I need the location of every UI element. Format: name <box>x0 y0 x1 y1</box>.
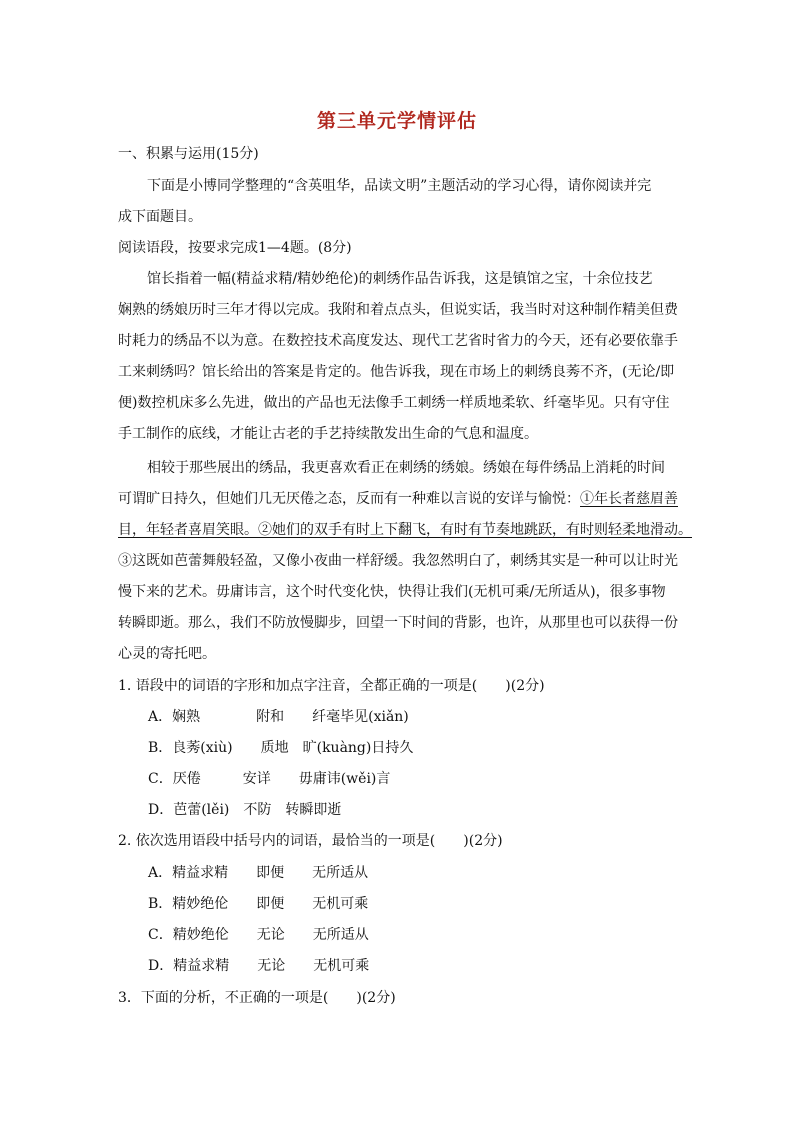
question-2-option-c: C．精妙绝伦 无论 无所适从 <box>148 927 369 943</box>
para1-line-6: 手工制作的底线，才能让古老的手艺持续散发出生命的气息和温度。 <box>118 426 538 442</box>
para2-line-2-text: 可谓旷日持久，但她们几无厌倦之态，反而有一种难以言说的安详与愉悦： <box>118 491 580 507</box>
reading-instruction: 阅读语段，按要求完成1—4题。(8分) <box>118 240 352 256</box>
para1-line-3: 时耗力的绣品不以为意。在数控技术高度发达、现代工艺省时省力的今天，还有必要依靠手 <box>118 333 678 349</box>
para1-line-1: 馆长指着一幅(精益求精/精妙绝伦)的刺绣作品告诉我，这是镇馆之宝，十余位技艺 <box>147 271 653 287</box>
para2-line-7: 心灵的寄托吧。 <box>118 646 216 662</box>
question-2-option-d: D．精益求精 无论 无机可乘 <box>148 958 370 974</box>
section-heading: 一、积累与运用(15分) <box>118 146 259 162</box>
underlined-sentence-1-start: ①年长者慈眉善 <box>580 491 678 507</box>
question-1-option-c: C．厌倦 安详 毋庸讳(wěi)言 <box>148 771 391 787</box>
question-2-option-a: A．精益求精 即便 无所适从 <box>148 865 369 881</box>
question-2-option-b: B．精妙绝伦 即便 无机可乘 <box>148 896 369 912</box>
question-1-option-a: A．娴熟 附和 纤毫毕见(xiǎn) <box>148 709 409 725</box>
question-1-option-d: D．芭蕾(lěi) 不防 转瞬即逝 <box>148 802 342 818</box>
para2-line-6: 转瞬即逝。那么，我们不防放慢脚步，回望一下时间的背影，也许，从那里也可以获得一份 <box>118 615 678 631</box>
question-2-stem: 2. 依次选用语段中括号内的词语，最恰当的一项是( )(2分) <box>118 833 503 849</box>
para1-line-5: 便)数控机床多么先进，做出的产品也无法像手工刺绣一样质地柔软、纤毫毕见。只有守住 <box>118 395 670 411</box>
para2-line-3-underlined: 目，年轻者喜眉笑眼。②她们的双手有时上下翻飞，有时有节奏地跳跃，有时则轻柔地滑动。 <box>118 522 692 538</box>
para2-line-4: ③这既如芭蕾舞般轻盈，又像小夜曲一样舒缓。我忽然明白了，刺绣其实是一种可以让时光 <box>118 553 678 569</box>
question-3-stem: 3．下面的分析，不正确的一项是( )(2分) <box>118 990 396 1006</box>
para1-line-4: 工来刺绣吗？馆长给出的答案是肯定的。他告诉我，现在市场上的刺绣良莠不齐，(无论/即 <box>118 364 675 380</box>
para2-line-1: 相较于那些展出的绣品，我更喜欢看正在刺绣的绣娘。绣娘在每件绣品上消耗的时间 <box>147 460 665 476</box>
question-1-option-b: B．良莠(xiù) 质地 旷(kuàng)日持久 <box>148 740 414 756</box>
para1-line-2: 娴熟的绣娘历时三年才得以完成。我附和着点点头，但说实话，我当时对这种制作精美但费 <box>118 302 678 318</box>
question-1-stem: 1. 语段中的词语的字形和加点字注音，全都正确的一项是( )(2分) <box>118 678 545 694</box>
para2-line-5: 慢下来的艺术。毋庸讳言，这个时代变化快，快得让我们(无机可乘/无所适从)，很多事物 <box>118 584 666 600</box>
page-title: 第三单元学情评估 <box>316 110 477 132</box>
intro-line-1: 下面是小博同学整理的“含英咀华，品读文明”主题活动的学习心得，请你阅读并完 <box>147 178 652 194</box>
intro-line-2: 成下面题目。 <box>118 209 202 225</box>
para2-line-2 <box>118 490 678 508</box>
